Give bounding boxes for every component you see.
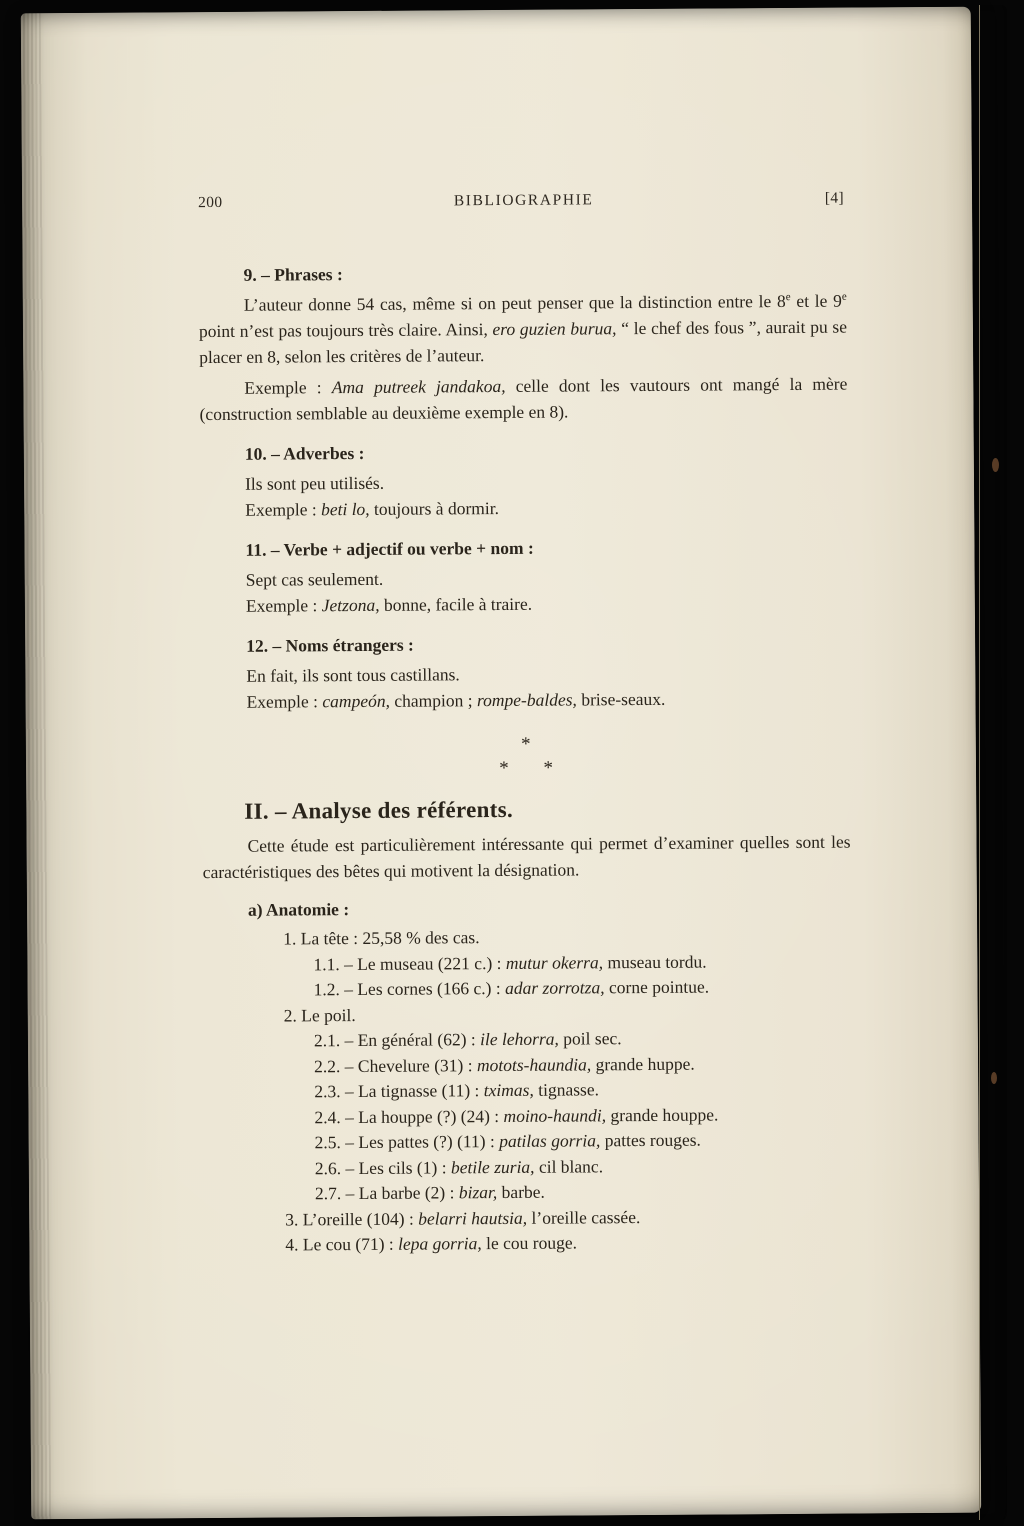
text-run: 2.5. – Les pattes (?) (11) : [314, 1131, 500, 1153]
left-page-stack-edge [21, 13, 52, 1519]
text-run: L’auteur donne 54 cas, même si on peut penser que la distinction entre le 8 [243, 291, 786, 315]
text-run: brise-seaux. [576, 688, 666, 710]
block-line [200, 493, 848, 524]
italic-term: beti lo, [320, 498, 370, 520]
text-run: poil sec. [558, 1028, 622, 1049]
text-run: corne pointue. [604, 976, 710, 998]
book-page [21, 7, 981, 1520]
text-run: Ils sont peu utilisés. [244, 472, 385, 494]
italic-term: ero guzien burua, [492, 318, 617, 340]
text-run: * [521, 733, 531, 755]
subhead-anatomie [203, 893, 851, 924]
italic-term: tximas, [483, 1079, 534, 1101]
text-run: 12. – Noms étrangers : [246, 634, 414, 656]
italic-term: motots-haundia, [476, 1053, 592, 1075]
block-line [201, 685, 849, 716]
text-run: 4. Le cou (71) : [285, 1233, 399, 1255]
superscript: e [841, 290, 847, 303]
star-separator-bottom [202, 755, 850, 784]
text-run: celle dont les vautours ont mangé la mère (construction semblable au deuxième exemple en 8). [199, 373, 848, 425]
text-run: tignasse. [533, 1079, 600, 1100]
text-run: 11. – Verbe + adjectif ou verbe + nom : [245, 537, 534, 560]
text-run: 2.1. – En général (62) : [313, 1029, 481, 1051]
text-run: Exemple : [244, 377, 332, 398]
text-run: 1.1. – Le museau (221 c.) : [313, 952, 506, 974]
italic-term: bizar, [458, 1182, 498, 1203]
text-run: a) Anatomie : [247, 899, 350, 920]
text-column [198, 244, 853, 1259]
text-run: barbe. [497, 1181, 545, 1203]
text-run: 1.2. – Les cornes (166 c.) : [313, 977, 506, 1000]
italic-term: belarri hautsia, [418, 1207, 528, 1229]
text-run: bonne, facile à traire. [379, 593, 533, 615]
block-item-1 [205, 1229, 853, 1259]
italic-term: patilas gorria, [499, 1130, 601, 1152]
page-number: 200 [198, 193, 223, 212]
heading-adverbes [200, 437, 848, 468]
text-run: grande huppe. [591, 1053, 695, 1074]
text-run: cil blanc. [534, 1155, 604, 1177]
text-run: 2.3. – La tignasse (11) : [314, 1080, 484, 1102]
text-run: le cou rouge. [481, 1232, 578, 1254]
text-run: Cette étude est particulièrement intéressante qui permet d’examiner quelles sont les caractéristiques des bêtes qui motivent la désignation. [202, 831, 851, 883]
text-run: 9. – Phrases : [243, 264, 343, 285]
text-run: Exemple : [246, 691, 323, 712]
text-run: champion ; [389, 690, 478, 711]
text-run: 2.6. – Les cils (1) : [314, 1156, 451, 1178]
text-run: Sept cas seulement. [245, 568, 384, 590]
para-analyse-intro [202, 829, 850, 886]
italic-term: rompe-baldes, [476, 689, 577, 711]
block-line [201, 589, 849, 620]
heading-verbe [200, 533, 848, 564]
text-run: 10. – Adverbes : [244, 442, 365, 464]
text-run: museau tordu. [602, 951, 707, 972]
italic-term: adar zorrotza, [504, 977, 605, 998]
text-run: En fait, ils sont tous castillans. [246, 664, 460, 686]
text-run: Exemple : [245, 595, 322, 616]
facing-page-fore-edge [979, 5, 1007, 1520]
italic-term: betile zuria, [450, 1156, 535, 1177]
italic-term: Jetzona, [321, 594, 380, 616]
section-marker: [4] [824, 189, 845, 207]
text-run: 3. L’oreille (104) : [285, 1208, 419, 1230]
page-speck [991, 1072, 997, 1084]
text-run: 2.7. – La barbe (2) : [314, 1182, 459, 1204]
heading-phrases [198, 258, 846, 289]
text-run: 2. Le poil. [283, 1004, 356, 1026]
running-title: BIBLIOGRAPHIE [453, 191, 594, 210]
text-run: 1. La tête : 25,58 % des cas. [283, 927, 480, 949]
text-run: toujours à dormir. [369, 498, 500, 519]
heading-noms-etrangers [201, 629, 849, 660]
para-phrases-1 [199, 288, 848, 371]
text-run: point n’est pas toujours très claire. Ainsi, [198, 319, 493, 342]
italic-term: Ama putreek jandakoa, [331, 375, 506, 398]
text-run: II. – Analyse des référents. [244, 796, 514, 824]
text-run: Exemple : [245, 499, 322, 520]
text-run: pattes rouges. [600, 1129, 701, 1151]
italic-term: ile lehorra, [480, 1028, 559, 1050]
text-run: l’oreille cassée. [527, 1206, 641, 1228]
italic-term: campeón, [322, 690, 391, 712]
heading-analyse-referents [202, 793, 850, 828]
italic-term: moino-haundi, [503, 1104, 607, 1126]
page-speck [992, 458, 999, 472]
text-run: 2.2. – Chevelure (31) : [314, 1054, 477, 1076]
italic-term: lepa gorria, [398, 1233, 482, 1254]
superscript: e [785, 291, 791, 304]
text-run: * * [499, 757, 553, 780]
italic-term: mutur okerra, [505, 951, 604, 973]
text-run: 2.4. – La houppe (?) (24) : [314, 1105, 504, 1127]
running-header [198, 190, 844, 213]
text-run: et le 9 [790, 290, 842, 311]
text-run: grande houppe. [606, 1103, 719, 1125]
para-phrases-2 [199, 371, 847, 428]
text-run: “ le chef des fous ”, aurait pu se placer en 8, selon les critères de l’auteur. [199, 316, 848, 368]
